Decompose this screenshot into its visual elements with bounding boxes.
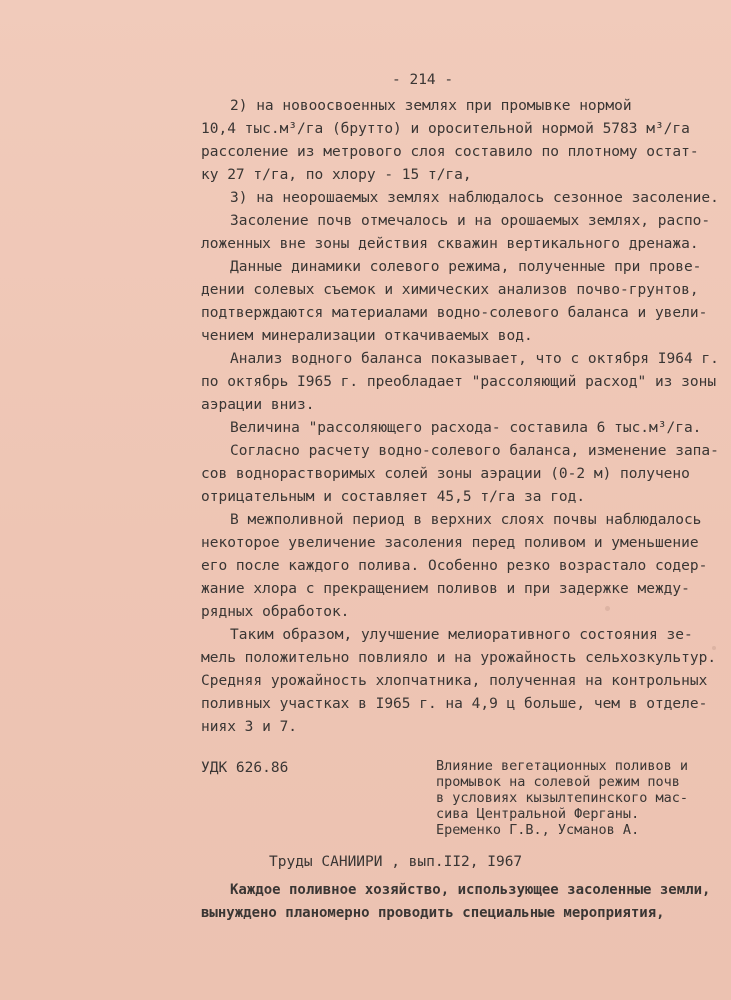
body-line: дении солевых съемок и химических анализов почво-грунтов,	[201, 282, 699, 298]
body-line: аэрации вниз.	[201, 397, 315, 413]
body-line: 3) на неорошаемых землях наблюдалось сезонное засоление.	[230, 190, 719, 206]
body-line: рядных обработок.	[201, 604, 350, 620]
body-line: сов воднорастворимых солей зоны аэрации (0-2 м) получено	[201, 466, 690, 482]
abstract-line: сива Центральной Ферганы.	[436, 806, 640, 822]
body-line: жание хлора с прекращением поливов и при задержке между-	[201, 581, 690, 597]
body-line: поливных участках в I965 г. на 4,9 ц больше, чем в отделе-	[201, 696, 708, 712]
body-line: 10,4 тыс.м³/га (брутто) и оросительной нормой 5783 м³/га	[201, 121, 690, 137]
body-line: Величина "рассоляющего расхода- составила 6 тыс.м³/га.	[230, 420, 702, 436]
abstract-authors: Еременко Г.В., Усманов А.	[436, 822, 640, 838]
body-line: Таким образом, улучшение мелиоративного состояния зе-	[230, 627, 693, 643]
body-line: мель положительно повлияло и на урожайность сельхозкультур.	[201, 650, 717, 666]
body-line: ку 27 т/га, по хлору - 15 т/га,	[201, 167, 472, 183]
body-line: ложенных вне зоны действия скважин вертикального дренажа.	[201, 236, 699, 252]
abstract-line: промывок на солевой режим почв	[436, 774, 680, 790]
body-line: Средняя урожайность хлопчатника, полученная на контрольных	[201, 673, 708, 689]
udk-code: УДК 626.86	[201, 760, 289, 776]
body-line: Каждое поливное хозяйство, использующее засоленные земли,	[230, 882, 711, 898]
body-line: некоторое увеличение засоления перед поливом и уменьшение	[201, 535, 699, 551]
ink-speck	[605, 606, 610, 611]
body-line: Данные динамики солевого режима, полученные при прове-	[230, 259, 702, 275]
body-line: Засоление почв отмечалось и на орошаемых землях, распо-	[230, 213, 711, 229]
body-line: В межполивной период в верхних слоях почвы наблюдалось	[230, 512, 702, 528]
body-line: подтверждаются материалами водно-солевого баланса и увели-	[201, 305, 708, 321]
body-line: по октябрь I965 г. преобладает "рассоляющий расход" из зоны	[201, 374, 717, 390]
abstract-line: Влияние вегетационных поливов и	[436, 758, 688, 774]
body-line: его после каждого полива. Особенно резко возрастало содер-	[201, 558, 708, 574]
body-line: вынуждено планомерно проводить специальные мероприятия,	[201, 905, 665, 921]
body-line: Анализ водного баланса показывает, что с октября I964 г.	[230, 351, 719, 367]
body-line: отрицательным и составляет 45,5 т/га за год.	[201, 489, 586, 505]
body-line: Согласно расчету водно-солевого баланса, изменение запа-	[230, 443, 719, 459]
body-line: рассоление из метрового слоя составило по плотному остат-	[201, 144, 699, 160]
source-citation: Труды САНИИРИ , вып.II2, I967	[269, 854, 523, 870]
body-line: 2) на новоосвоенных землях при промывке нормой	[230, 98, 632, 114]
page-number: - 214 -	[392, 72, 454, 88]
body-line: ниях 3 и 7.	[201, 719, 298, 735]
body-line: чением минерализации откачиваемых вод.	[201, 328, 533, 344]
abstract-line: в условиях кызылтепинского мас-	[436, 790, 688, 806]
